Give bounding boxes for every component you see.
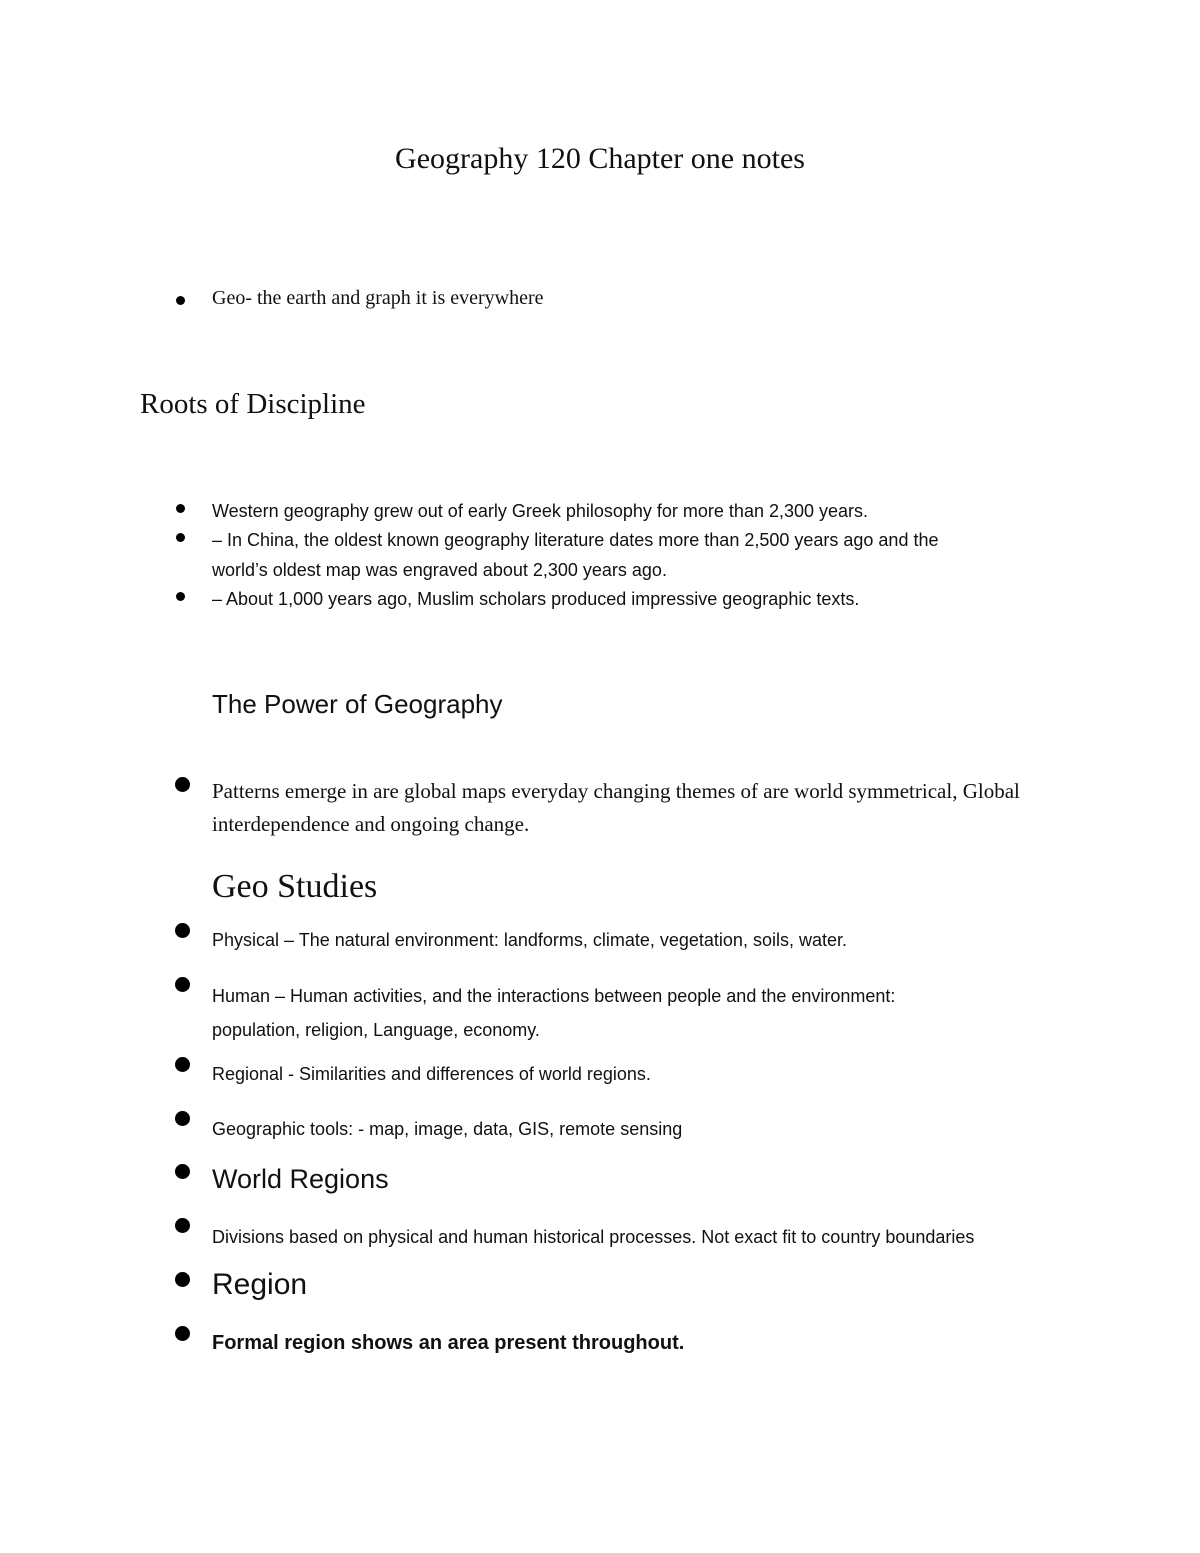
intro-line: Geo- the earth and graph it is everywhere	[212, 287, 544, 309]
section-heading-region: Region	[212, 1268, 308, 1301]
study-item-human-continued: population, religion, Language, economy.	[212, 1020, 540, 1040]
bullet-icon	[175, 1164, 190, 1179]
section-heading-power: The Power of Geography	[212, 689, 503, 719]
bullet-icon	[176, 592, 185, 601]
bullet-icon	[175, 1111, 190, 1126]
page-title: Geography 120 Chapter one notes	[395, 142, 805, 175]
bullet-icon	[175, 777, 190, 792]
study-item-physical: Physical – The natural environment: landforms, climate, vegetation, soils, water.	[212, 930, 847, 950]
bullet-icon	[175, 1326, 190, 1341]
world-regions-text: Divisions based on physical and human historical processes. Not exact fit to country boundaries	[212, 1227, 975, 1247]
bullet-icon	[175, 977, 190, 992]
bullet-icon	[176, 533, 185, 542]
section-heading-world-regions: World Regions	[212, 1164, 389, 1194]
roots-item-2: – In China, the oldest known geography literature dates more than 2,500 years ago and the	[212, 530, 939, 550]
study-item-human: Human – Human activities, and the interactions between people and the environment:	[212, 986, 896, 1006]
section-heading-geo-studies: Geo Studies	[212, 868, 378, 905]
roots-item-3: – About 1,000 years ago, Muslim scholars produced impressive geographic texts.	[212, 589, 860, 609]
roots-item-1: Western geography grew out of early Greek philosophy for more than 2,300 years.	[212, 501, 869, 521]
bullet-icon	[175, 923, 190, 938]
power-paragraph: Patterns emerge in are global maps everyday changing themes of are world symmetrical, Global interdependence and ongoing change.	[212, 779, 1020, 836]
bullet-icon	[176, 296, 185, 305]
region-text: Formal region shows an area present throughout.	[212, 1332, 685, 1354]
study-item-regional: Regional - Similarities and differences of world regions.	[212, 1064, 651, 1084]
bullet-icon	[175, 1057, 190, 1072]
bullet-icon	[175, 1272, 190, 1287]
section-heading-roots: Roots of Discipline	[140, 388, 366, 420]
bullet-icon	[176, 504, 185, 513]
study-item-tools: Geographic tools: - map, image, data, GIS, remote sensing	[212, 1119, 683, 1139]
roots-item-2-continued: world’s oldest map was engraved about 2,300 years ago.	[212, 560, 667, 580]
bullet-icon	[175, 1218, 190, 1233]
